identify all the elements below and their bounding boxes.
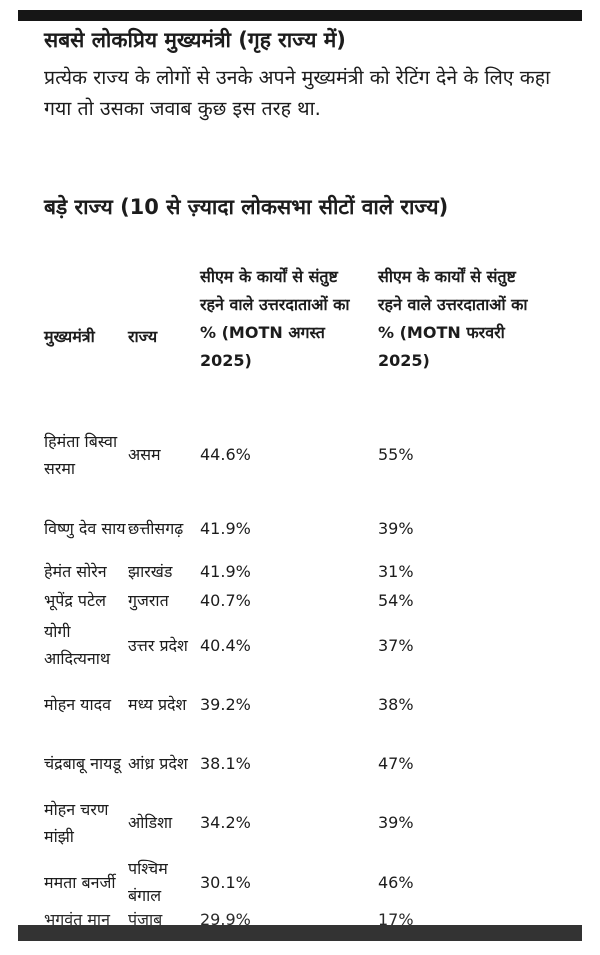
cm-name: चंद्रबाबू नायडू	[44, 754, 122, 773]
cm-name: मोहन यादव	[44, 695, 111, 714]
column-header-cm: मुख्यमंत्री	[44, 327, 95, 346]
section-title: बड़े राज्य (10 से ज़्यादा लोकसभा सीटों वाले राज्य)	[44, 195, 449, 219]
state-name: उत्तर प्रदेश	[128, 635, 188, 655]
aug-value: 44.6%	[200, 445, 251, 464]
table-row	[0, 793, 600, 852]
table-row-partial	[0, 906, 600, 925]
feb-value: 39%	[378, 518, 414, 538]
table-row	[0, 615, 600, 675]
state-name: पंजाब	[128, 910, 163, 925]
table-row	[0, 852, 600, 912]
column-header-state: राज्य	[128, 327, 158, 346]
state-name: झारखंड	[128, 562, 173, 581]
aug-value: 34.2%	[200, 813, 251, 832]
cm-name: ममता बनर्जी	[44, 872, 116, 892]
cm-name: भूपेंद्र पटेल	[44, 591, 106, 610]
table-body	[0, 410, 600, 912]
state-name: ओडिशा	[128, 813, 173, 832]
cm-name: मोहन चरण मांझी	[44, 799, 109, 846]
column-header-aug-2025: सीएम के कार्यों से संतुष्ट रहने वाले उत्तरदाताओं का % (MOTN अगस्त 2025)	[200, 267, 350, 370]
top-bar	[18, 10, 582, 21]
aug-value: 39.2%	[200, 695, 251, 714]
feb-value: 37%	[378, 635, 414, 655]
aug-value: 41.9%	[200, 518, 251, 538]
cm-name: भगवंत मान	[44, 910, 110, 925]
state-name: असम	[128, 445, 161, 464]
column-header-feb-2025: सीएम के कार्यों से संतुष्ट रहने वाले उत्तरदाताओं का % (MOTN फरवरी 2025)	[378, 267, 528, 370]
feb-value: 54%	[378, 591, 414, 610]
state-name: पश्चिम बंगाल	[128, 859, 168, 905]
feb-value: 39%	[378, 813, 414, 832]
page-title: सबसे लोकप्रिय मुख्यमंत्री (गृह राज्य में)	[44, 28, 346, 52]
cm-name: हिमंता बिस्वा सरमा	[44, 431, 118, 478]
state-name: छत्तीसगढ़	[128, 518, 184, 538]
aug-value: 40.4%	[200, 635, 251, 655]
state-name: गुजरात	[128, 591, 169, 610]
feb-value: 17%	[378, 910, 414, 925]
table-row	[0, 675, 600, 734]
table-row	[0, 586, 600, 615]
cm-name: हेमंत सोरेन	[44, 562, 107, 581]
intro-text: प्रत्येक राज्य के लोगों से उनके अपने मुख्यमंत्री को रेटिंग देने के लिए कहा गया तो उसका जवाब कुछ इस तरह था.	[44, 66, 551, 120]
aug-value: 38.1%	[200, 754, 251, 773]
table-row	[0, 557, 600, 586]
feb-value: 31%	[378, 562, 414, 581]
bottom-bar	[18, 925, 582, 941]
table-row	[0, 410, 600, 499]
aug-value: 41.9%	[200, 562, 251, 581]
feb-value: 46%	[378, 872, 414, 892]
cm-name: विष्णु देव साय	[44, 518, 126, 538]
aug-value: 29.9%	[200, 910, 251, 925]
state-name: मध्य प्रदेश	[128, 695, 187, 714]
cm-name: योगी आदित्यनाथ	[44, 622, 111, 668]
feb-value: 47%	[378, 754, 414, 773]
state-name: आंध्र प्रदेश	[128, 754, 188, 773]
table-row	[0, 734, 600, 793]
table-row	[0, 499, 600, 557]
feb-value: 38%	[378, 695, 414, 714]
aug-value: 40.7%	[200, 591, 251, 610]
feb-value: 55%	[378, 445, 414, 464]
aug-value: 30.1%	[200, 872, 251, 892]
